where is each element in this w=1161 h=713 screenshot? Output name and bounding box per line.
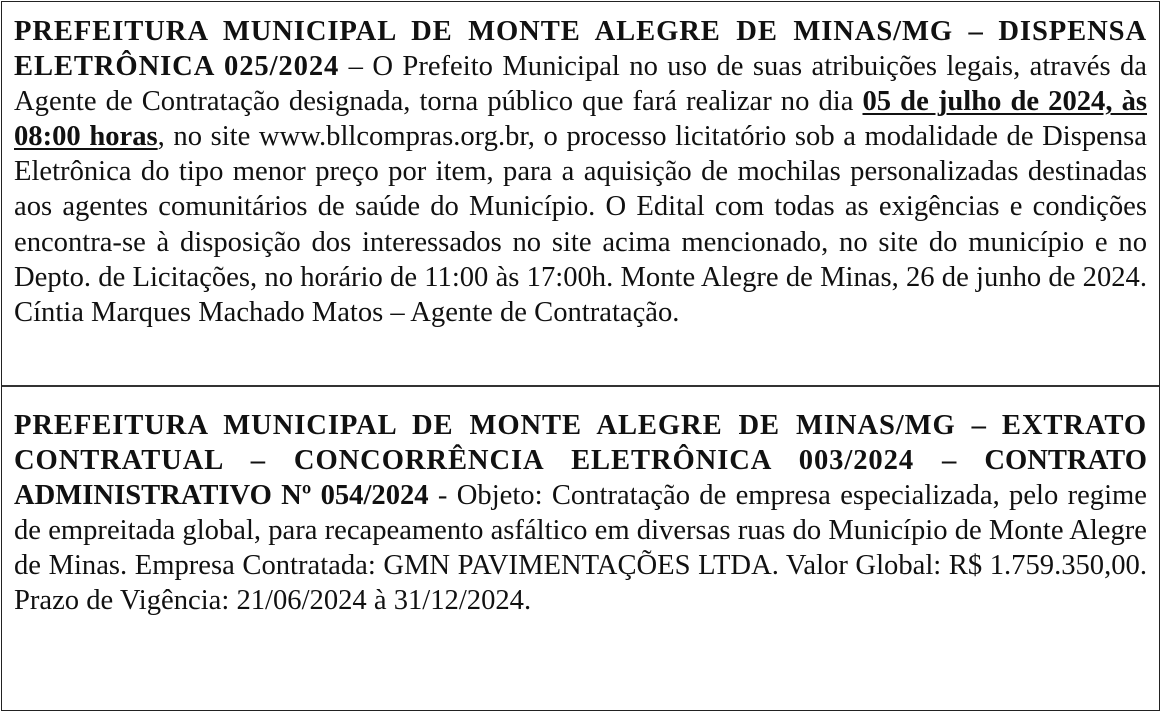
notice-body-intro: – O Prefeito Municipal no uso de suas atribuições legais, através da Agente de Contratação designada, torna público que fará realizar no dia xyxy=(14,51,1147,118)
notice-date-highlight: 05 de julho de 2024, às 08:00 horas xyxy=(14,86,1148,153)
notice-heading-contract: CONTRATO ADMINISTRATIVO Nº 054/2024 xyxy=(14,445,1147,512)
notice-heading-line2: DISPENSA ELETRÔNICA 025/2024 xyxy=(14,16,1147,83)
notice-heading-line1: PREFEITURA MUNICIPAL DE MONTE ALEGRE DE MINAS/MG – xyxy=(14,410,987,441)
notice-body-details: , no site www.bllcompras.org.br, o processo licitatório sob a modalidade de Dispensa Eletrônica do tipo menor preço por item, para a aquisição de mochilas personalizadas destinadas aos agentes comunitários de saúde do Município. O Edital com todas as exigências e condições encontra-se à disposição dos interessados no site acima mencionado, no site do município e no Depto. de Licitações, no horário de 11:00 às 17:00h. Monte Alegre de Minas, 26 de junho de 2024. Cíntia Marques Machado Matos – Agente de Contratação. xyxy=(14,121,1147,328)
notice-extrato-contratual xyxy=(2,387,1159,619)
notice-body: - Objeto: Contratação de empresa especializada, pelo regime de empreitada global, para recapeamento asfáltico em diversas ruas do Município de Monte Alegre de Minas. Empresa Contratada: GMN PAVIMENTAÇÕES LTDA. Valor Global: R$ 1.759.350,00. Prazo de Vigência: 21/06/2024 à 31/12/2024. xyxy=(14,480,1147,617)
notice-heading-line2: EXTRATO CONTRATUAL – CONCORRÊNCIA ELETRÔNICA 003/2024 – xyxy=(14,410,1147,477)
document-page xyxy=(1,1,1160,711)
notice-dispensa-eletronica xyxy=(2,2,1159,385)
notice-heading-line1: PREFEITURA MUNICIPAL DE MONTE ALEGRE DE MINAS/MG – xyxy=(14,16,984,47)
